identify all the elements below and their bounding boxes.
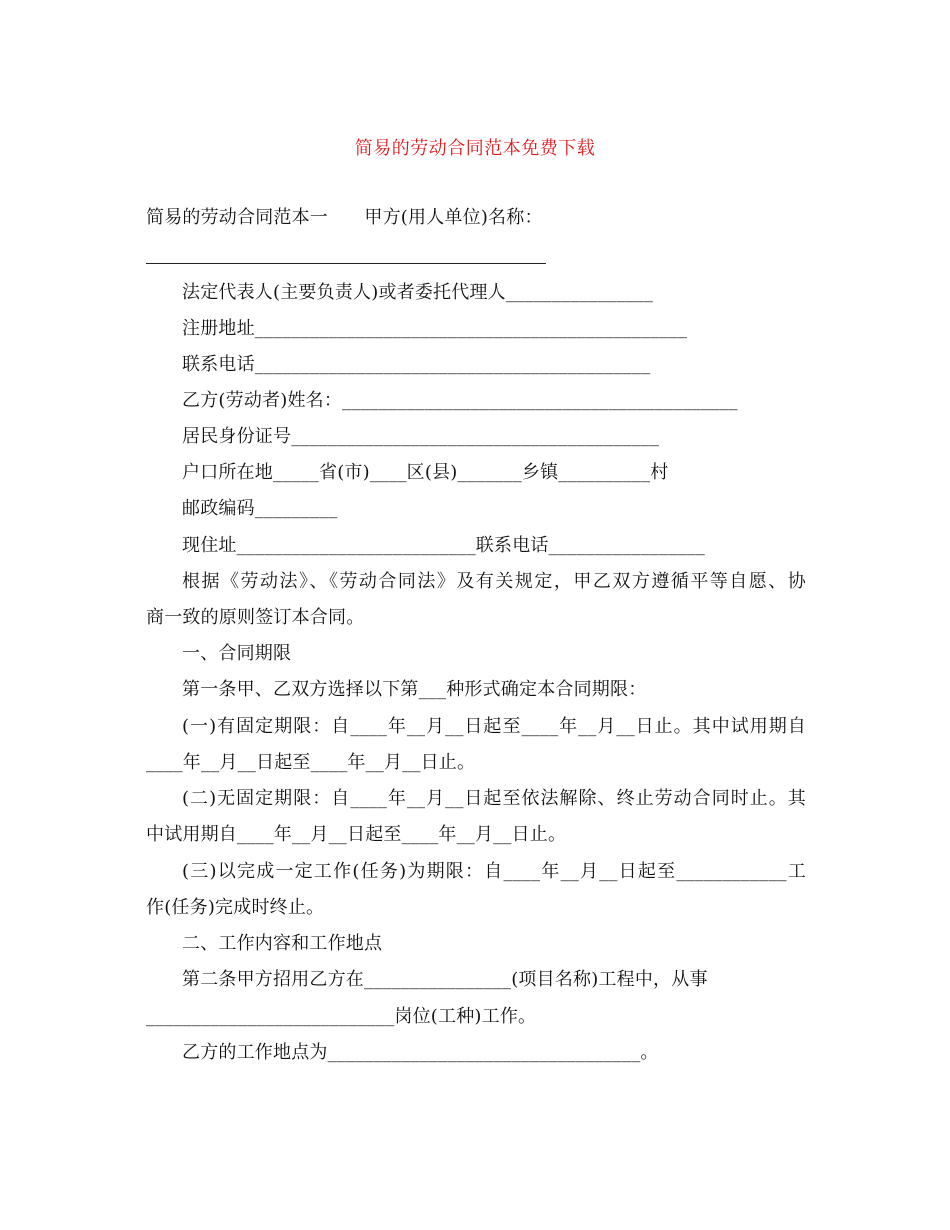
household-registration-line: 户口所在地_____省(市)____区(县)_______乡镇__________村	[182, 462, 669, 483]
party-b-name-line: 乙方(劳动者)姓名：___________________________________________	[182, 390, 738, 411]
open-term-line-1: (二)无固定期限：自____年__月__日起至依法解除、终止劳动合同时止。其	[182, 788, 806, 809]
fixed-term-line-2: ____年__月__日起至____年__月__日止。	[146, 752, 476, 773]
legal-representative-line: 法定代表人(主要负责人)或者委托代理人________________	[182, 282, 654, 303]
postal-code-line: 邮政编码_________	[182, 498, 338, 519]
task-term-line-1: (三)以完成一定工作(任务)为期限：自____年__月__日起至____________工	[182, 861, 806, 882]
fixed-term-line-1: (一)有固定期限：自____年__月__日起至____年__月__日止。其中试用期自	[182, 716, 806, 737]
article-1-line: 第一条甲、乙双方选择以下第___种形式确定本合同期限：	[182, 679, 647, 700]
section-2-heading: 二、工作内容和工作地点	[182, 933, 383, 954]
task-term-line-2: 作(任务)完成时终止。	[146, 897, 325, 918]
article-2-line-1: 第二条甲方招用乙方在________________(项目名称)工程中，从事	[182, 969, 708, 990]
open-term-line-2: 中试用期自____年__月__日起至____年__月__日止。	[146, 824, 567, 845]
article-2-line-2: ___________________________岗位(工种)工作。	[146, 1006, 537, 1027]
party-a-name-blank	[146, 263, 546, 264]
document-title: 简易的劳动合同范本免费下载	[354, 138, 596, 159]
id-number-line: 居民身份证号________________________________________	[182, 426, 660, 447]
current-address-line: 现住址__________________________联系电话_________________	[182, 535, 705, 556]
work-location-line: 乙方的工作地点为__________________________________。	[182, 1042, 659, 1063]
section-1-heading: 一、合同期限	[182, 643, 292, 664]
registered-address-line: 注册地址_______________________________________________	[182, 318, 688, 339]
intro-line: 简易的劳动合同范本一 甲方(用人单位)名称：	[146, 207, 543, 228]
preamble-line-2: 商一致的原则签订本合同。	[146, 607, 365, 628]
preamble-line-1: 根据《劳动法》、《劳动合同法》及有关规定，甲乙双方遵循平等自愿、协	[182, 571, 806, 592]
phone-line: 联系电话___________________________________________	[182, 354, 651, 375]
